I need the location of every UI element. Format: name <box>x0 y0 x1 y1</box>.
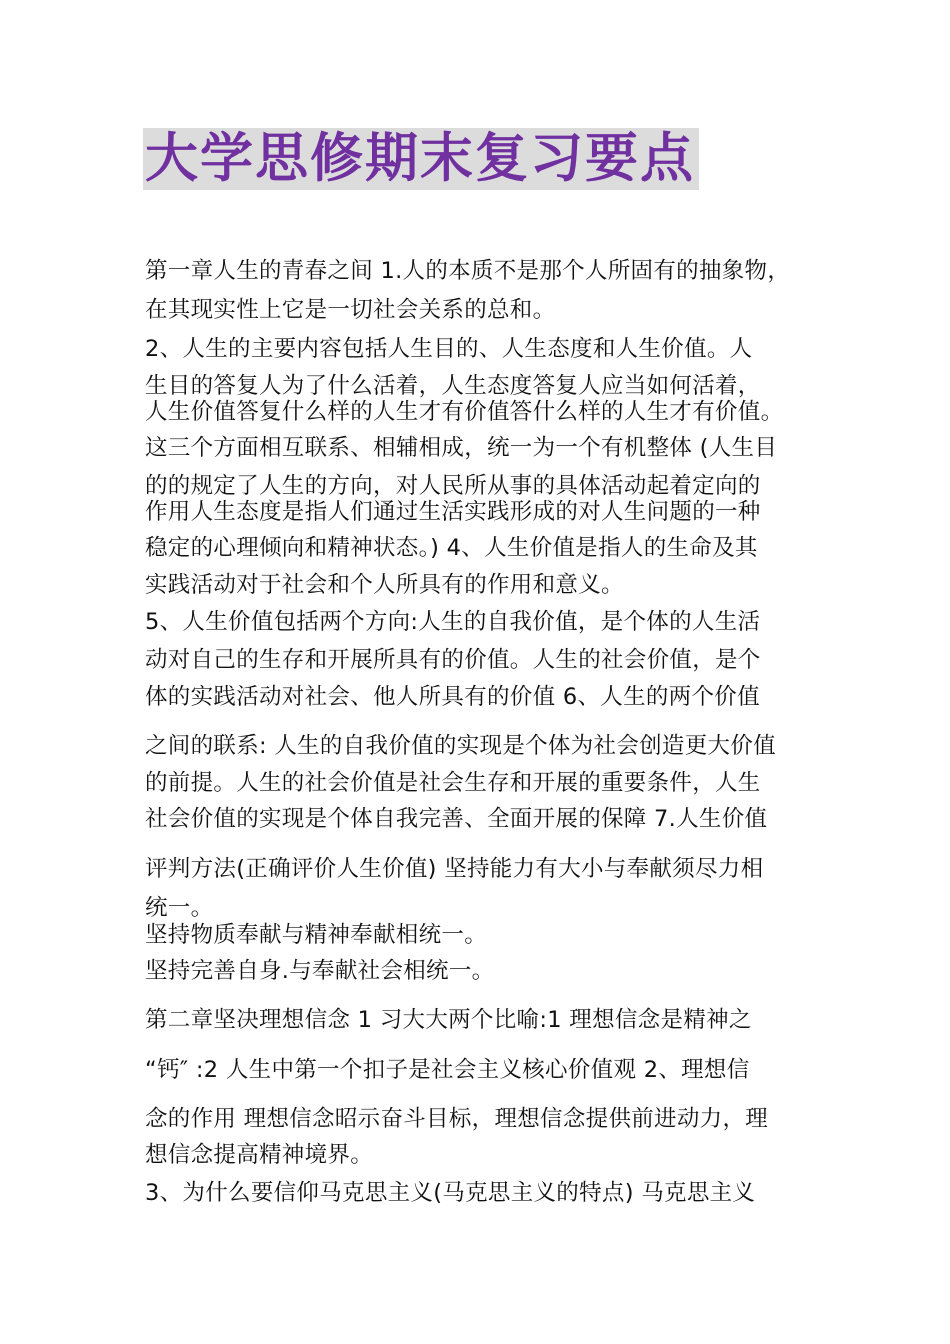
text-line: 统一。 <box>145 895 214 921</box>
text-line: 这三个方面相互联系、相辅相成，统一为一个有机整体 (人生目 <box>145 435 778 461</box>
text-line: 生目的答复人为了什么活着，人生态度答复人应当如何活着， <box>145 373 761 399</box>
text-line: 社会价值的实现是个体自我完善、全面开展的保障 7.人生价值 <box>145 806 768 832</box>
text-line: 第一章人生的青春之间 1.人的本质不是那个人所固有的抽象物， <box>145 258 791 284</box>
text-line: “钙″ :2 人生中第一个扣子是社会主义核心价值观 2、理想信 <box>145 1057 750 1083</box>
text-line: 5、人生价值包括两个方向:人生的自我价值，是个体的人生活 <box>145 609 761 635</box>
text-line: 的前提。人生的社会价值是社会生存和开展的重要条件，人生 <box>145 770 761 796</box>
text-line: 评判方法(正确评价人生价值) 坚持能力有大小与奉献须尽力相 <box>145 856 764 882</box>
text-line: 体的实践活动对社会、他人所具有的价值 6、人生的两个价值 <box>145 684 760 710</box>
text-line: 念的作用 理想信念昭示奋斗目标，理想信念提供前进动力，理 <box>145 1106 769 1132</box>
text-line: 坚持完善自身.与奉献社会相统一。 <box>145 958 495 984</box>
text-line: 在其现实性上它是一切社会关系的总和。 <box>145 297 556 323</box>
text-line: 3、为什么要信仰马克思主义(马克思主义的特点) 马克思主义 <box>145 1180 756 1206</box>
text-line: 动对自己的生存和开展所具有的价值。人生的社会价值，是个 <box>145 647 761 673</box>
text-line: 的的规定了人生的方向，对人民所从事的具体活动起着定向的 <box>145 473 761 499</box>
text-line: 稳定的心理倾向和精神状态。) 4、人生价值是指人的生命及其 <box>145 535 758 561</box>
text-line: 实践活动对于社会和个人所具有的作用和意义。 <box>145 572 624 598</box>
text-line: 坚持物质奉献与精神奉献相统一。 <box>145 922 488 948</box>
document-title: 大学思修期末复习要点 <box>143 128 699 190</box>
text-line: 作用人生态度是指人们通过生活实践形成的对人生问题的一种 <box>145 499 761 525</box>
text-line: 第二章坚决理想信念 1 习大大两个比喻:1 理想信念是精神之 <box>145 1007 752 1033</box>
text-line: 2、人生的主要内容包括人生目的、人生态度和人生价值。人 <box>145 336 753 362</box>
text-line: 人生价值答复什么样的人生才有价值答什么样的人生才有价值。 <box>145 399 784 425</box>
text-line: 想信念提高精神境界。 <box>145 1142 374 1168</box>
text-line: 之间的联系: 人生的自我价值的实现是个体为社会创造更大价值 <box>145 733 776 759</box>
